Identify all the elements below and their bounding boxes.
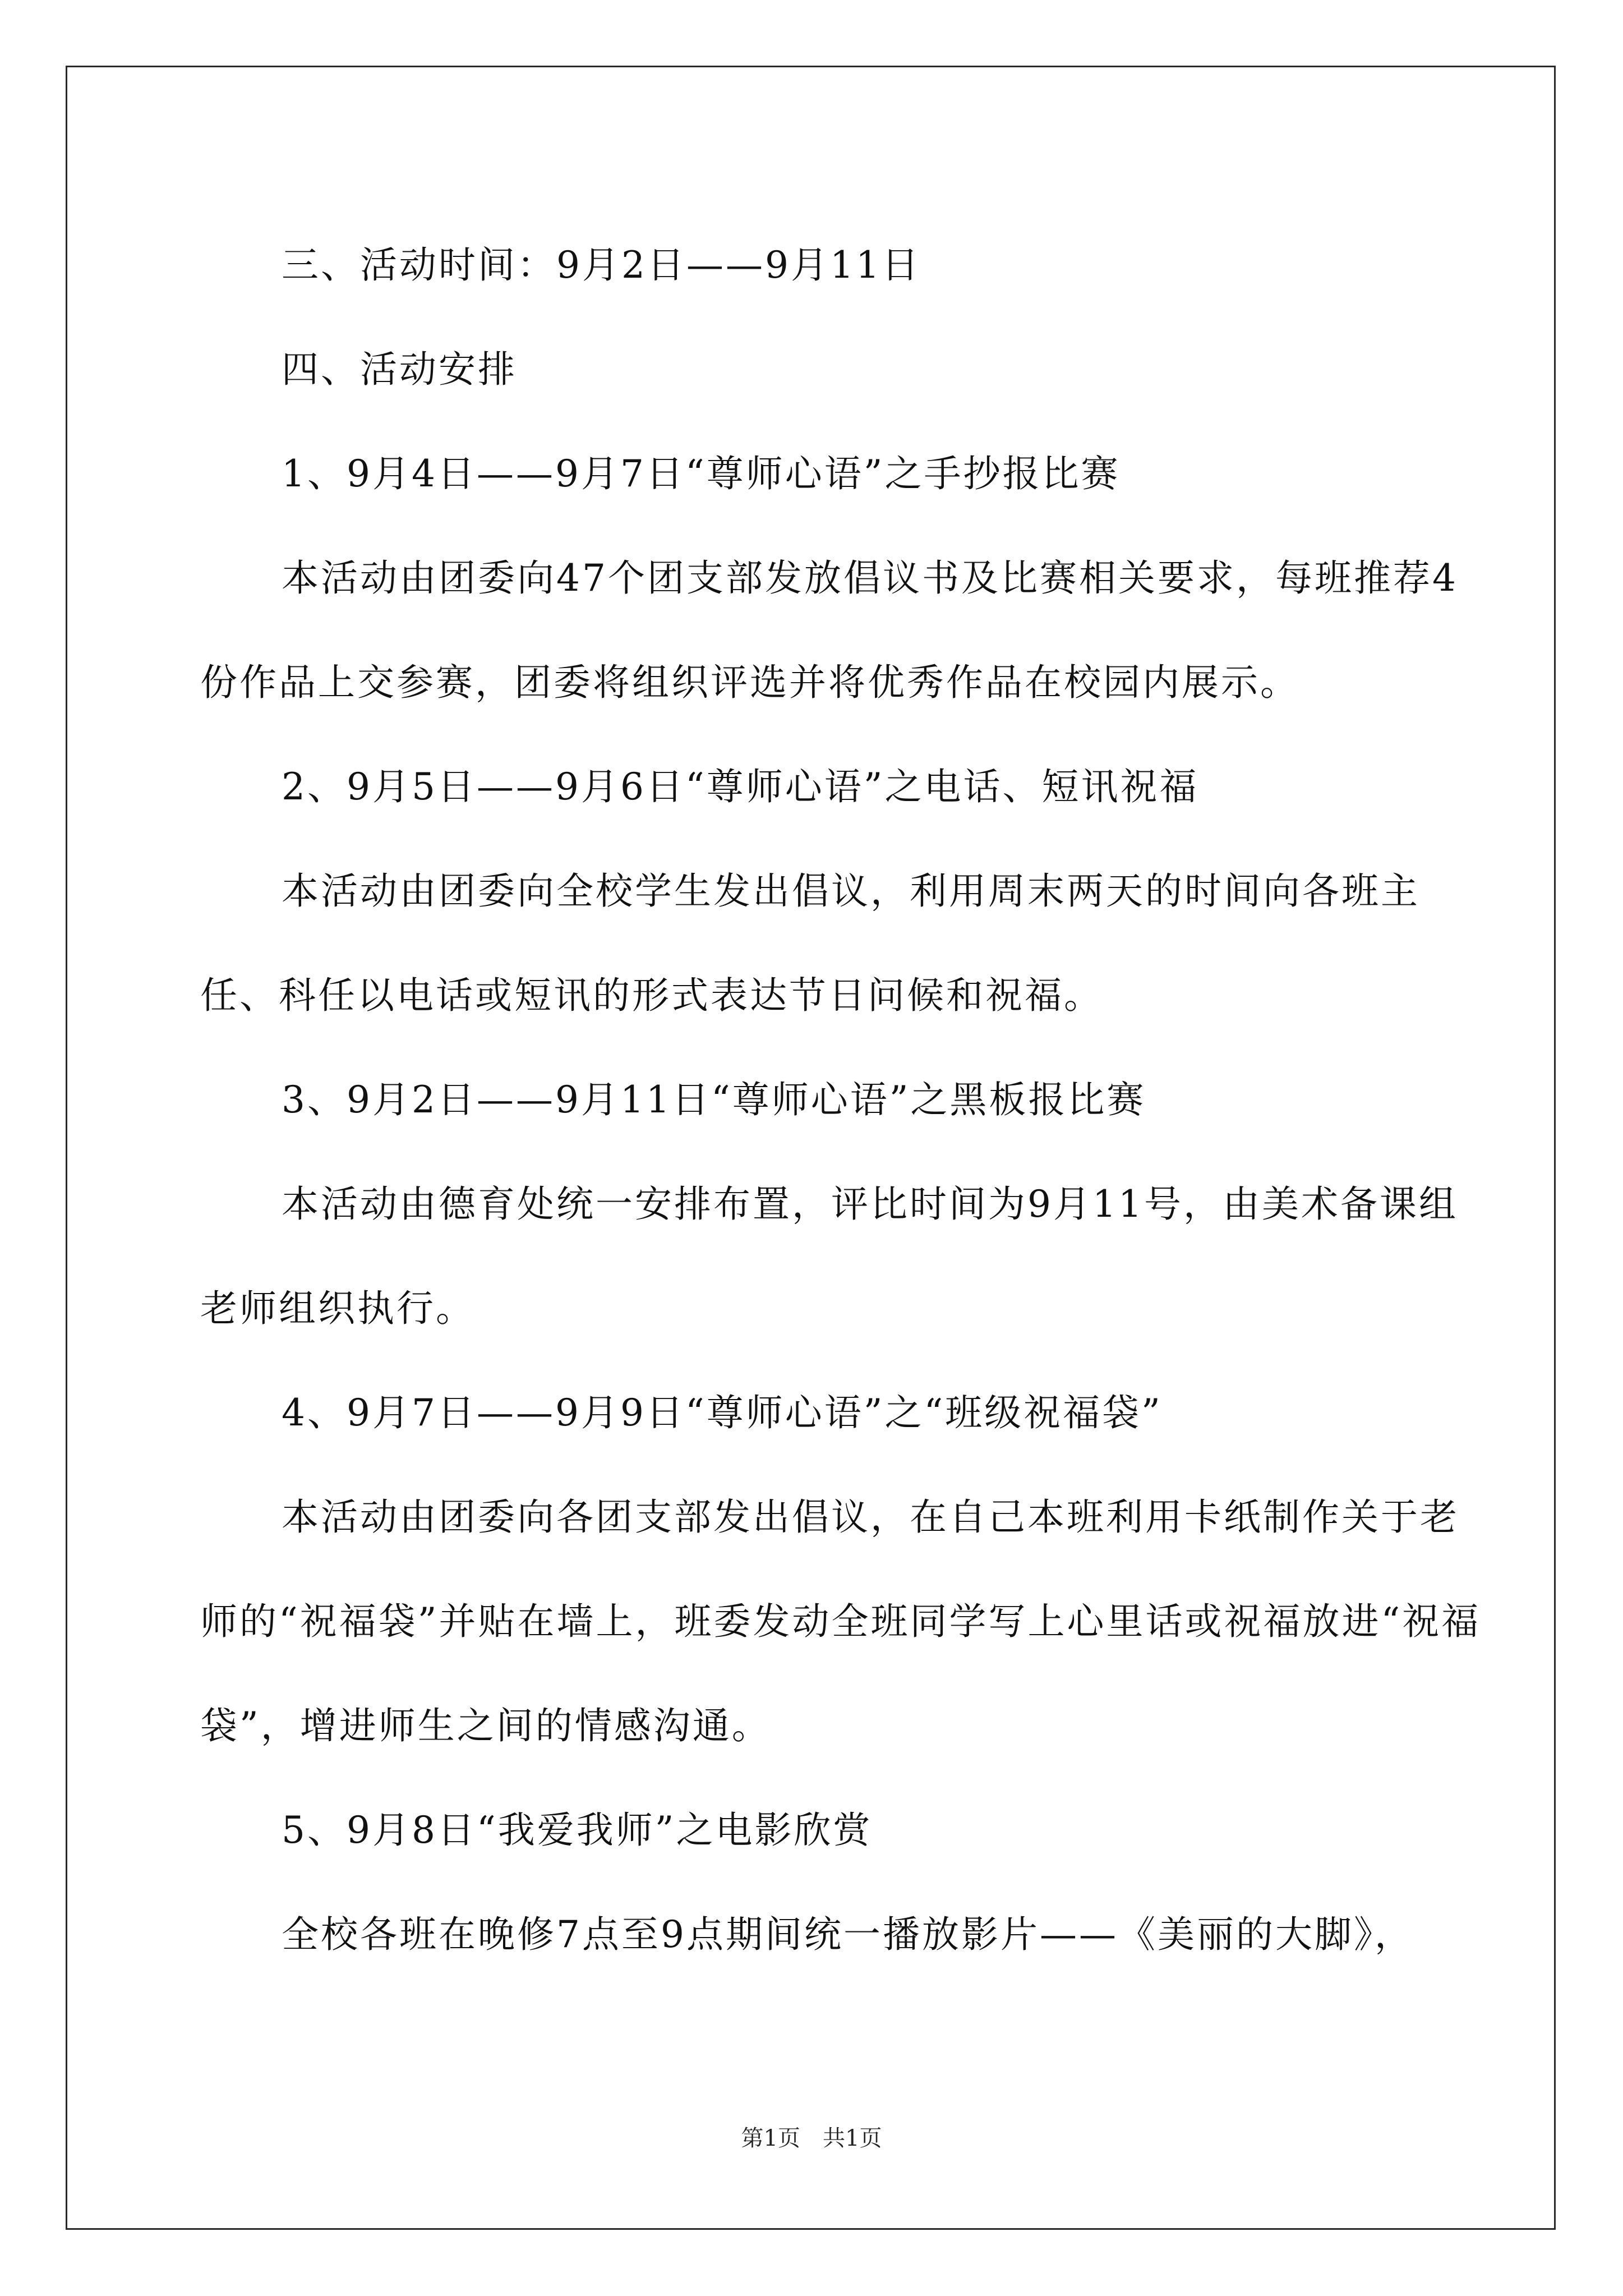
item-heading-4: 4、9月7日——9月9日“尊师心语”之“班级祝福袋” bbox=[282, 1391, 1163, 1434]
item-heading-3: 3、9月2日——9月11日“尊师心语”之黑板报比赛 bbox=[282, 1078, 1146, 1121]
section-heading-time: 三、活动时间：9月2日——9月11日 bbox=[282, 243, 921, 287]
item-body-5: 全校各班在晚修7点至9点期间统一播放影片——《美丽的大脚》， bbox=[282, 1913, 1414, 1956]
page-footer: 第1页 共1页 bbox=[741, 2125, 882, 2151]
item-heading-5: 5、9月8日“我爱我师”之电影欣赏 bbox=[282, 1809, 873, 1852]
document-body bbox=[200, 213, 1496, 1987]
item-body-2: 本活动由团委向全校学生发出倡议，利用周末两天的时间向各班主任、科任以电话或短讯的形式表达节日问候和祝福。 bbox=[200, 869, 1420, 1017]
item-heading-2: 2、9月5日——9月6日“尊师心语”之电话、短讯祝福 bbox=[282, 765, 1199, 808]
item-body-1: 本活动由团委向47个团支部发放倡议书及比赛相关要求，每班推荐4份作品上交参赛，团委将组织评选并将优秀作品在校园内展示。 bbox=[200, 556, 1458, 704]
section-heading-arrangement: 四、活动安排 bbox=[282, 348, 517, 391]
item-body-4: 本活动由团委向各团支部发出倡议，在自己本班利用卡纸制作关于老师的“祝福袋”并贴在墙上，班委发动全班同学写上心里话或祝福放进“祝福袋”，增进师生之间的情感沟通。 bbox=[200, 1496, 1481, 1747]
item-heading-1: 1、9月4日——9月7日“尊师心语”之手抄报比赛 bbox=[282, 452, 1121, 495]
item-body-3: 本活动由德育处统一安排布置，评比时间为9月11号，由美术备课组老师组织执行。 bbox=[200, 1182, 1458, 1330]
